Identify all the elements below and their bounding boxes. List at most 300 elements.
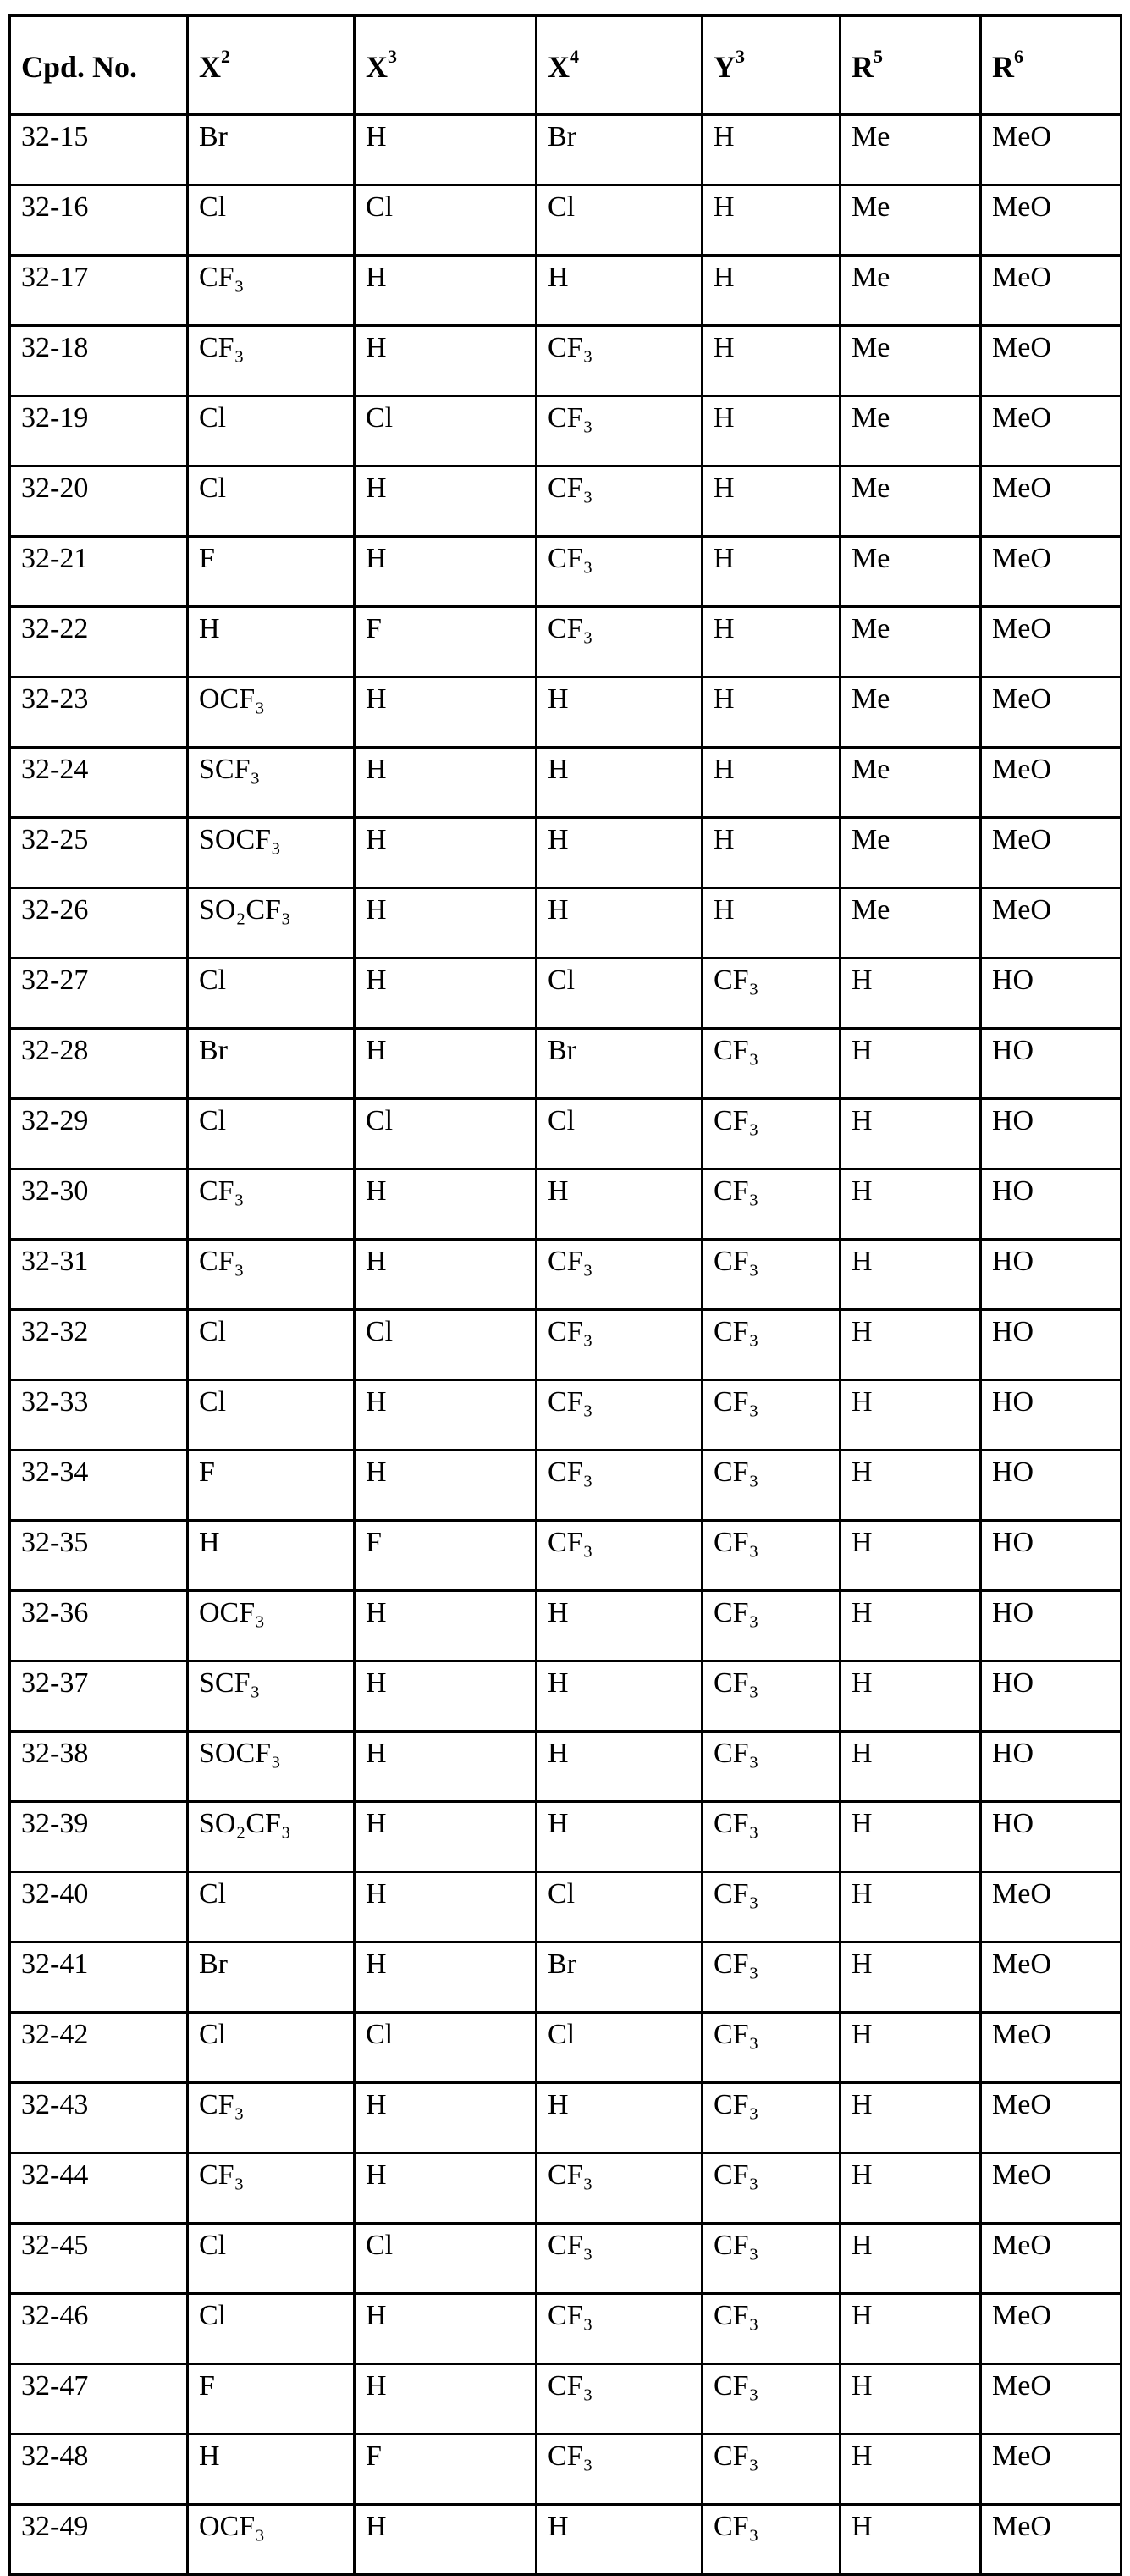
header-superscript: 3	[388, 46, 397, 67]
cell-r5: H	[841, 1099, 981, 1169]
table-row	[10, 818, 1122, 888]
cell-cpd-no: 32-48	[10, 2435, 188, 2505]
cell-x2: SCF₃	[188, 1661, 355, 1732]
cell-cpd-no: 32-47	[10, 2364, 188, 2435]
cell-cpd-no: 32-23	[10, 677, 188, 748]
cell-r6: MeO	[981, 2505, 1122, 2575]
cell-r6: HO	[981, 1732, 1122, 1802]
cell-r5: Me	[841, 537, 981, 607]
cell-x4: Cl	[537, 1872, 703, 1943]
cell-x2: H	[188, 607, 355, 677]
cell-r5: H	[841, 2294, 981, 2364]
cell-r6: MeO	[981, 2364, 1122, 2435]
cell-x3: Cl	[355, 185, 537, 256]
table-row	[10, 2435, 1122, 2505]
cell-x4: Br	[537, 1029, 703, 1099]
table-row	[10, 1802, 1122, 1872]
cell-r5: Me	[841, 818, 981, 888]
cell-y3: CF₃	[703, 2153, 841, 2224]
cell-y3: CF₃	[703, 1380, 841, 1451]
cell-r6: MeO	[981, 396, 1122, 467]
cell-x3: H	[355, 888, 537, 959]
cell-cpd-no: 32-17	[10, 256, 188, 326]
cell-x2: H	[188, 2435, 355, 2505]
cell-x4: Cl	[537, 185, 703, 256]
cell-r5: H	[841, 2505, 981, 2575]
cell-x3: Cl	[355, 2224, 537, 2294]
table-row	[10, 1451, 1122, 1521]
cell-x2: Cl	[188, 959, 355, 1029]
cell-r5: H	[841, 2083, 981, 2153]
cell-r5: H	[841, 1029, 981, 1099]
cell-cpd-no: 32-19	[10, 396, 188, 467]
header-label: Cpd. No.	[21, 50, 137, 84]
cell-r6: HO	[981, 1802, 1122, 1872]
cell-r5: H	[841, 1943, 981, 2013]
table-row	[10, 2083, 1122, 2153]
cell-x4: Cl	[537, 959, 703, 1029]
cell-r6: MeO	[981, 1943, 1122, 2013]
cell-x4: Br	[537, 115, 703, 185]
cell-r5: Me	[841, 396, 981, 467]
table-row	[10, 2224, 1122, 2294]
header-label: R	[992, 50, 1014, 84]
cell-x2: SOCF₃	[188, 1732, 355, 1802]
cell-r6: MeO	[981, 115, 1122, 185]
table-row	[10, 2505, 1122, 2575]
cell-x2: H	[188, 1521, 355, 1591]
cell-x4: CF₃	[537, 467, 703, 537]
cell-x2: CF₃	[188, 1169, 355, 1240]
cell-r5: H	[841, 959, 981, 1029]
cell-x4: CF₃	[537, 2435, 703, 2505]
table-row	[10, 115, 1122, 185]
cell-x4: H	[537, 256, 703, 326]
cell-cpd-no: 32-42	[10, 2013, 188, 2083]
cell-x2: Cl	[188, 1380, 355, 1451]
cell-y3: H	[703, 888, 841, 959]
cell-y3: H	[703, 326, 841, 396]
cell-x4: CF₃	[537, 2224, 703, 2294]
cell-r6: HO	[981, 1169, 1122, 1240]
cell-x3: H	[355, 2364, 537, 2435]
cell-r5: H	[841, 1310, 981, 1380]
table-row	[10, 1169, 1122, 1240]
cell-x4: CF₃	[537, 2364, 703, 2435]
cell-y3: H	[703, 467, 841, 537]
cell-x2: Cl	[188, 1872, 355, 1943]
cell-y3: CF₃	[703, 2294, 841, 2364]
cell-y3: CF₃	[703, 1099, 841, 1169]
table-row	[10, 537, 1122, 607]
cell-cpd-no: 32-40	[10, 1872, 188, 1943]
cell-r5: H	[841, 1872, 981, 1943]
cell-x3: F	[355, 607, 537, 677]
cell-y3: CF₃	[703, 1521, 841, 1591]
cell-r5: H	[841, 2153, 981, 2224]
cell-r5: H	[841, 1240, 981, 1310]
cell-r5: Me	[841, 888, 981, 959]
cell-r5: Me	[841, 115, 981, 185]
cell-r6: MeO	[981, 677, 1122, 748]
cell-x2: Cl	[188, 185, 355, 256]
cell-x4: H	[537, 1732, 703, 1802]
cell-r6: MeO	[981, 537, 1122, 607]
cell-x3: H	[355, 1169, 537, 1240]
table-row	[10, 677, 1122, 748]
table-row	[10, 1240, 1122, 1310]
cell-x4: CF₃	[537, 2153, 703, 2224]
cell-x3: H	[355, 1661, 537, 1732]
cell-x4: H	[537, 2083, 703, 2153]
cell-x3: H	[355, 537, 537, 607]
cell-cpd-no: 32-41	[10, 1943, 188, 2013]
cell-x4: CF₃	[537, 2294, 703, 2364]
table-row	[10, 1661, 1122, 1732]
cell-x2: CF₃	[188, 256, 355, 326]
cell-cpd-no: 32-26	[10, 888, 188, 959]
column-header-r6	[981, 16, 1122, 115]
cell-x3: H	[355, 1451, 537, 1521]
header-row	[10, 16, 1122, 115]
cell-r6: MeO	[981, 2224, 1122, 2294]
cell-x4: H	[537, 1169, 703, 1240]
cell-x4: Cl	[537, 1099, 703, 1169]
cell-x2: SO₂CF₃	[188, 888, 355, 959]
cell-r6: MeO	[981, 607, 1122, 677]
cell-y3: CF₃	[703, 1240, 841, 1310]
cell-r5: H	[841, 1169, 981, 1240]
cell-y3: CF₃	[703, 1169, 841, 1240]
cell-x4: CF₃	[537, 537, 703, 607]
cell-x3: H	[355, 1943, 537, 2013]
cell-r6: MeO	[981, 185, 1122, 256]
cell-r6: MeO	[981, 2435, 1122, 2505]
header-label: X	[199, 50, 221, 84]
cell-x3: H	[355, 326, 537, 396]
compound-table	[8, 14, 1122, 2576]
cell-r5: H	[841, 2013, 981, 2083]
cell-cpd-no: 32-22	[10, 607, 188, 677]
table-row	[10, 888, 1122, 959]
table-row	[10, 185, 1122, 256]
table-row	[10, 959, 1122, 1029]
cell-r6: MeO	[981, 748, 1122, 818]
cell-x3: H	[355, 1029, 537, 1099]
cell-cpd-no: 32-16	[10, 185, 188, 256]
cell-x2: Cl	[188, 2294, 355, 2364]
cell-x3: F	[355, 1521, 537, 1591]
cell-x2: Br	[188, 1943, 355, 2013]
cell-x4: CF₃	[537, 1451, 703, 1521]
cell-cpd-no: 32-20	[10, 467, 188, 537]
cell-cpd-no: 32-31	[10, 1240, 188, 1310]
cell-r6: HO	[981, 1380, 1122, 1451]
cell-y3: CF₃	[703, 1943, 841, 2013]
cell-x4: H	[537, 818, 703, 888]
cell-r6: MeO	[981, 2013, 1122, 2083]
cell-y3: CF₃	[703, 2083, 841, 2153]
cell-cpd-no: 32-37	[10, 1661, 188, 1732]
cell-r5: H	[841, 1661, 981, 1732]
cell-cpd-no: 32-34	[10, 1451, 188, 1521]
cell-x4: H	[537, 888, 703, 959]
cell-r5: Me	[841, 467, 981, 537]
cell-r5: Me	[841, 748, 981, 818]
cell-cpd-no: 32-32	[10, 1310, 188, 1380]
cell-y3: CF₃	[703, 1591, 841, 1661]
cell-r5: H	[841, 2364, 981, 2435]
cell-r6: HO	[981, 959, 1122, 1029]
cell-r5: H	[841, 1732, 981, 1802]
table-row	[10, 467, 1122, 537]
cell-x3: H	[355, 1872, 537, 1943]
cell-x4: Cl	[537, 2013, 703, 2083]
cell-cpd-no: 32-21	[10, 537, 188, 607]
cell-x4: H	[537, 748, 703, 818]
cell-r6: HO	[981, 1029, 1122, 1099]
cell-x4: H	[537, 677, 703, 748]
cell-x4: CF₃	[537, 607, 703, 677]
cell-r6: MeO	[981, 888, 1122, 959]
cell-x2: Cl	[188, 396, 355, 467]
table-row	[10, 2013, 1122, 2083]
table-row	[10, 2294, 1122, 2364]
cell-x3: H	[355, 256, 537, 326]
cell-x3: Cl	[355, 2013, 537, 2083]
cell-r6: MeO	[981, 326, 1122, 396]
column-header-cpd-no	[10, 16, 188, 115]
cell-r5: H	[841, 1451, 981, 1521]
cell-x3: H	[355, 818, 537, 888]
header-superscript: 6	[1014, 46, 1023, 67]
cell-y3: H	[703, 256, 841, 326]
cell-x4: H	[537, 1802, 703, 1872]
cell-x2: F	[188, 537, 355, 607]
cell-x3: H	[355, 1380, 537, 1451]
cell-x3: H	[355, 959, 537, 1029]
cell-r5: H	[841, 1591, 981, 1661]
table-row	[10, 748, 1122, 818]
cell-x3: Cl	[355, 1099, 537, 1169]
cell-y3: H	[703, 748, 841, 818]
table-row	[10, 1732, 1122, 1802]
cell-y3: CF₃	[703, 1732, 841, 1802]
table-row	[10, 256, 1122, 326]
cell-cpd-no: 32-38	[10, 1732, 188, 1802]
cell-x2: OCF₃	[188, 677, 355, 748]
cell-r5: Me	[841, 677, 981, 748]
cell-x2: CF₃	[188, 326, 355, 396]
cell-x3: H	[355, 748, 537, 818]
cell-r6: HO	[981, 1591, 1122, 1661]
cell-y3: CF₃	[703, 2013, 841, 2083]
header-label: R	[852, 50, 874, 84]
cell-r5: H	[841, 1380, 981, 1451]
header-superscript: 4	[570, 46, 579, 67]
column-header-r5	[841, 16, 981, 115]
table-row	[10, 326, 1122, 396]
cell-x2: F	[188, 2364, 355, 2435]
cell-r5: Me	[841, 185, 981, 256]
cell-x3: H	[355, 1732, 537, 1802]
cell-cpd-no: 32-46	[10, 2294, 188, 2364]
cell-cpd-no: 32-44	[10, 2153, 188, 2224]
cell-r5: Me	[841, 326, 981, 396]
cell-cpd-no: 32-36	[10, 1591, 188, 1661]
cell-y3: CF₃	[703, 1029, 841, 1099]
cell-x2: Cl	[188, 1310, 355, 1380]
cell-x2: OCF₃	[188, 2505, 355, 2575]
cell-cpd-no: 32-25	[10, 818, 188, 888]
cell-y3: H	[703, 115, 841, 185]
cell-cpd-no: 32-49	[10, 2505, 188, 2575]
cell-x2: Cl	[188, 467, 355, 537]
cell-r6: MeO	[981, 256, 1122, 326]
column-header-y3	[703, 16, 841, 115]
cell-y3: CF₃	[703, 2435, 841, 2505]
cell-cpd-no: 32-29	[10, 1099, 188, 1169]
header-superscript: 3	[736, 46, 745, 67]
cell-x2: Cl	[188, 2224, 355, 2294]
cell-r6: MeO	[981, 467, 1122, 537]
cell-x3: H	[355, 1240, 537, 1310]
cell-x2: F	[188, 1451, 355, 1521]
cell-x3: H	[355, 2153, 537, 2224]
cell-y3: CF₃	[703, 959, 841, 1029]
cell-cpd-no: 32-39	[10, 1802, 188, 1872]
header-label: Y	[714, 50, 736, 84]
table-row	[10, 396, 1122, 467]
cell-x4: CF₃	[537, 1521, 703, 1591]
cell-x3: H	[355, 467, 537, 537]
cell-r6: MeO	[981, 2294, 1122, 2364]
cell-x3: H	[355, 677, 537, 748]
cell-x4: CF₃	[537, 326, 703, 396]
cell-y3: H	[703, 818, 841, 888]
cell-r5: Me	[841, 607, 981, 677]
table-row	[10, 2364, 1122, 2435]
table-row	[10, 1310, 1122, 1380]
cell-x4: H	[537, 1591, 703, 1661]
cell-y3: CF₃	[703, 1872, 841, 1943]
header-superscript: 2	[221, 46, 230, 67]
cell-x2: OCF₃	[188, 1591, 355, 1661]
table-row	[10, 1521, 1122, 1591]
cell-x2: Cl	[188, 2013, 355, 2083]
cell-r6: MeO	[981, 2083, 1122, 2153]
cell-cpd-no: 32-28	[10, 1029, 188, 1099]
column-header-x3	[355, 16, 537, 115]
table-row	[10, 1099, 1122, 1169]
cell-x2: Br	[188, 115, 355, 185]
cell-x2: Br	[188, 1029, 355, 1099]
cell-x4: Br	[537, 1943, 703, 2013]
table-row	[10, 1380, 1122, 1451]
table-row	[10, 1591, 1122, 1661]
cell-x4: H	[537, 1661, 703, 1732]
cell-x3: H	[355, 1802, 537, 1872]
cell-y3: H	[703, 607, 841, 677]
cell-r5: H	[841, 1521, 981, 1591]
cell-y3: H	[703, 677, 841, 748]
cell-r6: HO	[981, 1521, 1122, 1591]
cell-x2: CF₃	[188, 1240, 355, 1310]
cell-y3: CF₃	[703, 2364, 841, 2435]
cell-x3: Cl	[355, 396, 537, 467]
header-label: X	[366, 50, 388, 84]
cell-y3: CF₃	[703, 1661, 841, 1732]
cell-y3: CF₃	[703, 2224, 841, 2294]
cell-x2: CF₃	[188, 2083, 355, 2153]
cell-x4: CF₃	[537, 1240, 703, 1310]
header-superscript: 5	[874, 46, 883, 67]
table-row	[10, 2153, 1122, 2224]
cell-y3: CF₃	[703, 2505, 841, 2575]
cell-r6: HO	[981, 1451, 1122, 1521]
cell-r5: H	[841, 2224, 981, 2294]
cell-x3: F	[355, 2435, 537, 2505]
cell-cpd-no: 32-33	[10, 1380, 188, 1451]
cell-x2: CF₃	[188, 2153, 355, 2224]
cell-r6: MeO	[981, 1872, 1122, 1943]
cell-cpd-no: 32-35	[10, 1521, 188, 1591]
column-header-x4	[537, 16, 703, 115]
cell-x2: SOCF₃	[188, 818, 355, 888]
cell-y3: CF₃	[703, 1451, 841, 1521]
cell-y3: CF₃	[703, 1310, 841, 1380]
cell-r6: HO	[981, 1240, 1122, 1310]
cell-x3: H	[355, 1591, 537, 1661]
cell-x2: SO₂CF₃	[188, 1802, 355, 1872]
cell-y3: H	[703, 185, 841, 256]
cell-cpd-no: 32-30	[10, 1169, 188, 1240]
cell-x4: H	[537, 2505, 703, 2575]
cell-cpd-no: 32-27	[10, 959, 188, 1029]
cell-r5: H	[841, 2435, 981, 2505]
cell-x3: H	[355, 2083, 537, 2153]
cell-r6: HO	[981, 1099, 1122, 1169]
cell-cpd-no: 32-43	[10, 2083, 188, 2153]
cell-y3: H	[703, 537, 841, 607]
cell-x2: Cl	[188, 1099, 355, 1169]
table-row	[10, 1943, 1122, 2013]
column-header-x2	[188, 16, 355, 115]
cell-x2: SCF₃	[188, 748, 355, 818]
cell-cpd-no: 32-15	[10, 115, 188, 185]
cell-r6: MeO	[981, 2153, 1122, 2224]
cell-cpd-no: 32-45	[10, 2224, 188, 2294]
cell-cpd-no: 32-24	[10, 748, 188, 818]
table-row	[10, 607, 1122, 677]
cell-x3: Cl	[355, 1310, 537, 1380]
cell-r5: H	[841, 1802, 981, 1872]
cell-y3: H	[703, 396, 841, 467]
cell-r6: HO	[981, 1310, 1122, 1380]
cell-x3: H	[355, 115, 537, 185]
cell-x4: CF₃	[537, 1380, 703, 1451]
cell-r6: HO	[981, 1661, 1122, 1732]
cell-r5: Me	[841, 256, 981, 326]
table-row	[10, 1029, 1122, 1099]
table-row	[10, 1872, 1122, 1943]
cell-x4: CF₃	[537, 1310, 703, 1380]
cell-y3: CF₃	[703, 1802, 841, 1872]
header-label: X	[548, 50, 570, 84]
cell-x4: CF₃	[537, 396, 703, 467]
cell-cpd-no: 32-18	[10, 326, 188, 396]
cell-x3: H	[355, 2294, 537, 2364]
